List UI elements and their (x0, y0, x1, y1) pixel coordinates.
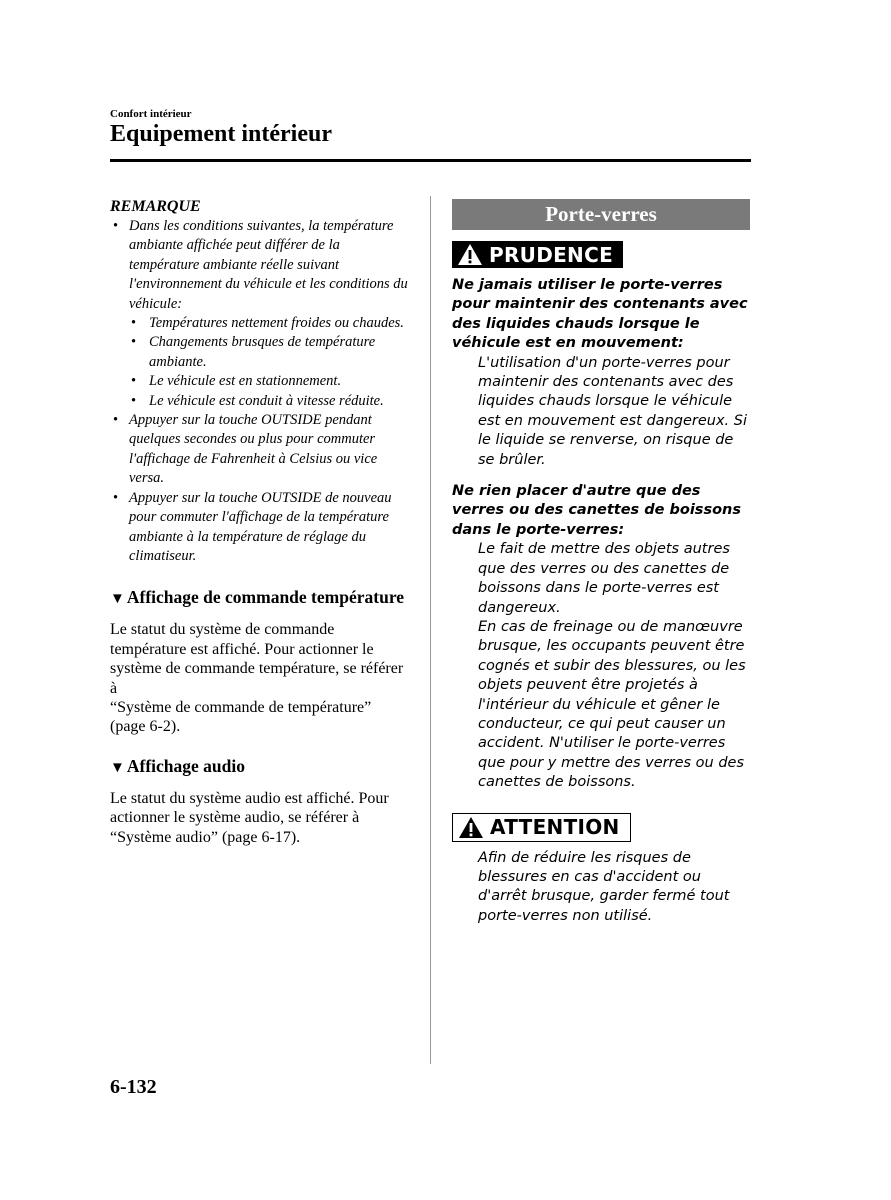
warning-heading: Ne jamais utiliser le porte-verres pour maintenir des contenants avec des liquides chauds lorsque le véhicule est en mouvement: (452, 277, 748, 352)
condition-list (129, 314, 410, 411)
heading-text: Affichage audio (126, 755, 245, 776)
audio-display-paragraph: Le statut du système audio est affiché. Pour actionner le système audio, se référer à “Système audio” (page 6-17). (110, 789, 389, 846)
note-item (110, 217, 410, 411)
warning-triangle-icon (457, 243, 483, 266)
paragraph-line: “Système de commande de température” (page 6-2). (110, 698, 372, 736)
prudence-label: PRUDENCE (489, 242, 614, 267)
heading-audio-display (110, 755, 410, 779)
down-triangle-icon: ▼ (110, 591, 125, 608)
condition-text: Le véhicule est en stationnement. (149, 373, 342, 390)
bullet-icon: • (113, 412, 119, 429)
page-number: 6-132 (110, 1076, 157, 1098)
condition-item (129, 372, 410, 391)
condition-item (129, 392, 410, 411)
title-rule (110, 159, 751, 162)
bullet-icon: • (113, 218, 119, 234)
down-triangle-icon: ▼ (110, 759, 125, 776)
warning-text: L'utilisation d'un porte-verres pour maintenir des contenants avec des liquides chauds lorsque le véhicule est en mouvement est dangereux. Si le liquide se renverse, on risque de se brûler. (478, 354, 747, 468)
attention-label: ATTENTION (490, 815, 620, 840)
note-text: Appuyer sur la touche OUTSIDE pendant quelques secondes ou plus pour commuter l'affichage de Fahrenheit à Celsius ou vice versa. (129, 412, 378, 487)
section-label: Confort intérieur (110, 108, 192, 120)
column-divider (430, 196, 431, 1064)
dot-icon: • (131, 373, 137, 390)
heading-temperature-display (110, 586, 410, 610)
dot-icon: • (131, 334, 137, 351)
right-column (452, 199, 752, 926)
warning-text: Le fait de mettre des objets autres que des verres ou des canettes de boissons dans le porte-verres est dangereux. (478, 541, 730, 616)
condition-item (129, 333, 410, 372)
note-list (110, 217, 410, 566)
dot-icon: • (131, 315, 137, 332)
attention-label-box (452, 813, 631, 842)
warning-text: En cas de freinage ou de manœuvre brusque, les occupants peuvent être cognés et subir des blessures, ou les objets peuvent être projetés à l'intérieur du véhicule et gêner le conducteur, ce qui peut causer un accident. N'utiliser le porte-verres que pour y mettre des verres ou des canettes de boissons. (478, 618, 746, 791)
heading-text: Affichage de commande température (126, 587, 405, 608)
left-column (110, 197, 410, 847)
attention-text: Afin de réduire les risques de blessures en cas d'accident ou d'arrêt brusque, garder fermé tout porte-verres non utilisé. (478, 849, 730, 924)
condition-text: Le véhicule est conduit à vitesse réduite. (149, 392, 384, 409)
paragraph-line: Le statut du système de commande température est affiché. Pour actionner le système de commande température, se référer à (110, 621, 404, 697)
condition-text: Températures nettement froides ou chaudes. (149, 315, 404, 332)
bullet-icon: • (113, 489, 119, 506)
dot-icon: • (131, 392, 137, 409)
warning-triangle-icon (458, 816, 484, 839)
note-title: REMARQUE (110, 198, 201, 215)
warning-heading: Ne rien placer d'autre que des verres ou des canettes de boissons dans le porte-verres: (452, 483, 741, 538)
note-item (110, 489, 410, 567)
prudence-label-box (452, 241, 623, 268)
note-item (110, 411, 410, 489)
condition-item (129, 314, 410, 333)
temperature-display-paragraph (110, 620, 410, 736)
section-bar-cup-holder: Porte-verres (452, 199, 750, 230)
page-title: Equipement intérieur (110, 121, 332, 147)
note-text: Dans les conditions suivantes, la température ambiante affichée peut différer de la température ambiante réelle suivant l'environnement du véhicule et les conditions du véhicule: (129, 218, 408, 312)
note-text: Appuyer sur la touche OUTSIDE de nouveau pour commuter l'affichage de la température ambiante à la température de réglage du climatiseur. (129, 489, 392, 564)
condition-text: Changements brusques de température ambiante. (149, 334, 376, 370)
